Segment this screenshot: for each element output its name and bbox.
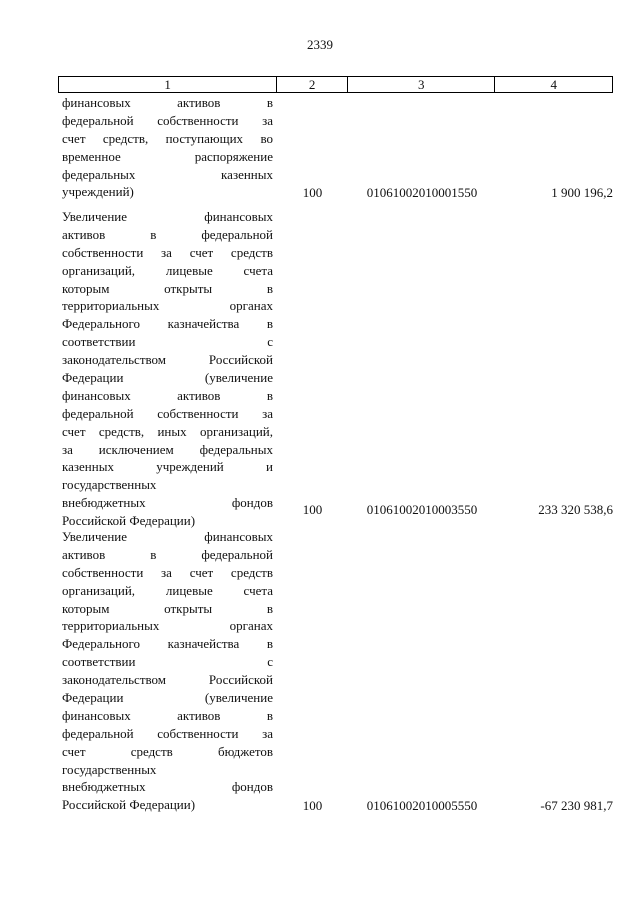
desc-line: активов в федеральной xyxy=(62,546,273,562)
desc-line: счет средств бюджетов xyxy=(62,743,273,759)
desc-line: Федерации (увеличение xyxy=(62,370,273,386)
row-description xyxy=(62,208,273,530)
desc-line: организаций, лицевые счета xyxy=(62,582,273,598)
desc-line: законодательством Российской xyxy=(62,352,273,368)
header-col-2: 2 xyxy=(277,77,348,92)
table-header xyxy=(58,76,613,93)
desc-line: федеральной собственности за xyxy=(62,112,273,128)
row-amount: 233 320 538,6 xyxy=(538,502,613,517)
desc-line: собственности за счет средств xyxy=(62,244,273,260)
desc-line: федеральной собственности за xyxy=(62,725,273,741)
desc-line: которым открыты в xyxy=(62,280,273,296)
desc-line: Российской Федерации) xyxy=(62,513,196,529)
row-col3: 01061002010005550 xyxy=(366,797,478,813)
desc-line: внебюджетных фондов xyxy=(62,495,273,511)
desc-line: Увеличение финансовых xyxy=(62,529,273,544)
desc-line: которым открыты в xyxy=(62,600,273,616)
row-amount: 1 900 196,2 xyxy=(551,184,613,200)
desc-line: финансовых активов в xyxy=(62,707,273,723)
header-col-1: 1 xyxy=(59,77,277,92)
desc-line: Федерального казначейства в xyxy=(62,636,273,652)
desc-line: государственных xyxy=(62,477,157,493)
desc-line: активов в федеральной xyxy=(62,226,273,242)
desc-line: Федерального казначейства в xyxy=(62,316,273,332)
row-col2: 100 xyxy=(302,502,323,517)
row-col3: 01061002010001550 xyxy=(366,184,478,200)
desc-line: соответствии с xyxy=(62,654,273,670)
desc-line: счет средств, иных организаций, xyxy=(62,423,273,439)
desc-line: счет средств, поступающих во xyxy=(62,130,273,146)
desc-line: временное распоряжение xyxy=(62,148,273,164)
desc-line: Увеличение финансовых xyxy=(62,209,273,224)
desc-line: собственности за счет средств xyxy=(62,564,273,580)
row-amount: -67 230 981,7 xyxy=(540,797,613,813)
row-col3: 01061002010003550 xyxy=(366,502,478,517)
row-description xyxy=(62,94,273,201)
header-col-4: 4 xyxy=(550,77,557,92)
desc-line: внебюджетных фондов xyxy=(62,779,273,795)
desc-line: территориальных органах xyxy=(62,298,273,314)
desc-line: за исключением федеральных xyxy=(62,441,273,457)
desc-line: государственных xyxy=(62,761,157,777)
desc-line: федеральной собственности за xyxy=(62,405,273,421)
desc-line: федеральных казенных xyxy=(62,166,273,182)
desc-line: соответствии с xyxy=(62,334,273,350)
desc-line: организаций, лицевые счета xyxy=(62,262,273,278)
desc-line: Федерации (увеличение xyxy=(62,690,273,706)
desc-line: финансовых активов в xyxy=(62,95,273,110)
row-col2: 100 xyxy=(302,184,323,200)
desc-line: территориальных органах xyxy=(62,618,273,634)
header-col-3: 3 xyxy=(348,77,495,92)
row-col2: 100 xyxy=(302,797,323,813)
desc-line: казенных учреждений и xyxy=(62,459,273,475)
desc-line: законодательством Российской xyxy=(62,672,273,688)
row-description xyxy=(62,528,273,814)
desc-line: Российской Федерации) xyxy=(62,797,196,813)
desc-line: учреждений) xyxy=(62,184,134,200)
desc-line: финансовых активов в xyxy=(62,387,273,403)
page-number: 2339 xyxy=(307,37,333,52)
